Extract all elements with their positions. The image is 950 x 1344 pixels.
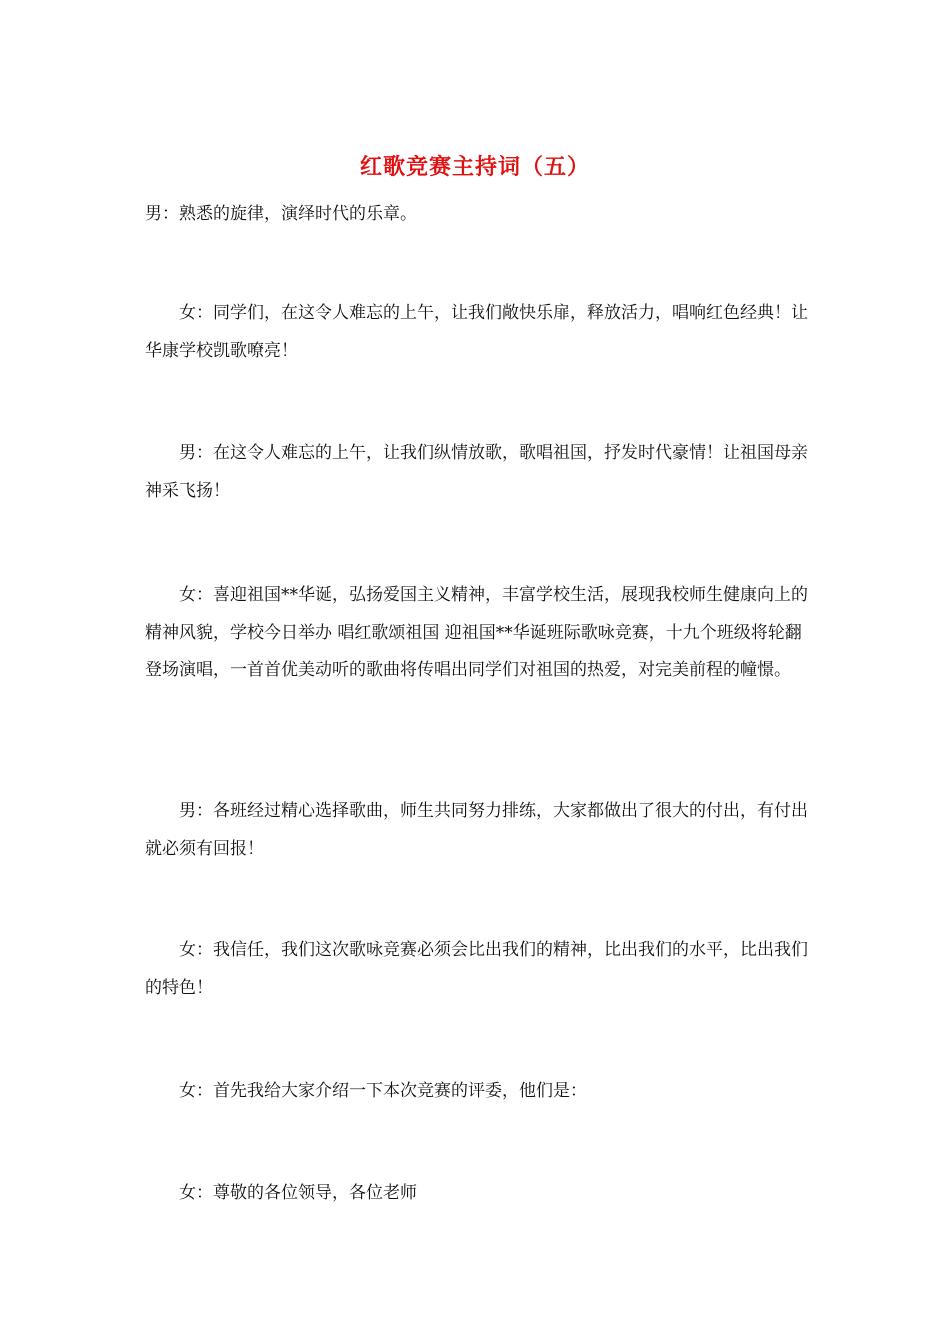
- paragraph: 女：同学们，在这令人难忘的上午，让我们敞快乐扉，释放活力，唱响红色经典！让华康学校凯歌嘹亮！: [145, 303, 808, 361]
- paragraph: 女：我信任，我们这次歌咏竞赛必须会比出我们的精神，比出我们的水平，比出我们的特色！: [145, 940, 808, 998]
- paragraph: 女：喜迎祖国**华诞，弘扬爱国主义精神，丰富学校生活，展现我校师生健康向上的精神风貌，学校今日举办 唱红歌颂祖国 迎祖国**华诞班际歌咏竞赛，十九个班级将轮翻登场演唱，一首首优美动听的歌曲将传唱出同学们对祖国的热爱，对完美前程的幢憬。: [145, 585, 808, 680]
- paragraph: 男：熟悉的旋律，演绎时代的乐章。: [145, 204, 417, 224]
- paragraph: 男：在这令人难忘的上午，让我们纵情放歌，歌唱祖国，抒发时代豪情！让祖国母亲神采飞扬！: [145, 443, 808, 501]
- paragraph: 女：首先我给大家介绍一下本次竞赛的评委，他们是：: [179, 1081, 587, 1101]
- paragraph: 男：各班经过精心选择歌曲，师生共同努力排练，大家都做出了很大的付出，有付出就必须有回报！: [145, 801, 808, 859]
- document-title: 红歌竞赛主持词（五）: [359, 154, 590, 180]
- paragraph: 女：尊敬的各位领导，各位老师: [179, 1183, 417, 1203]
